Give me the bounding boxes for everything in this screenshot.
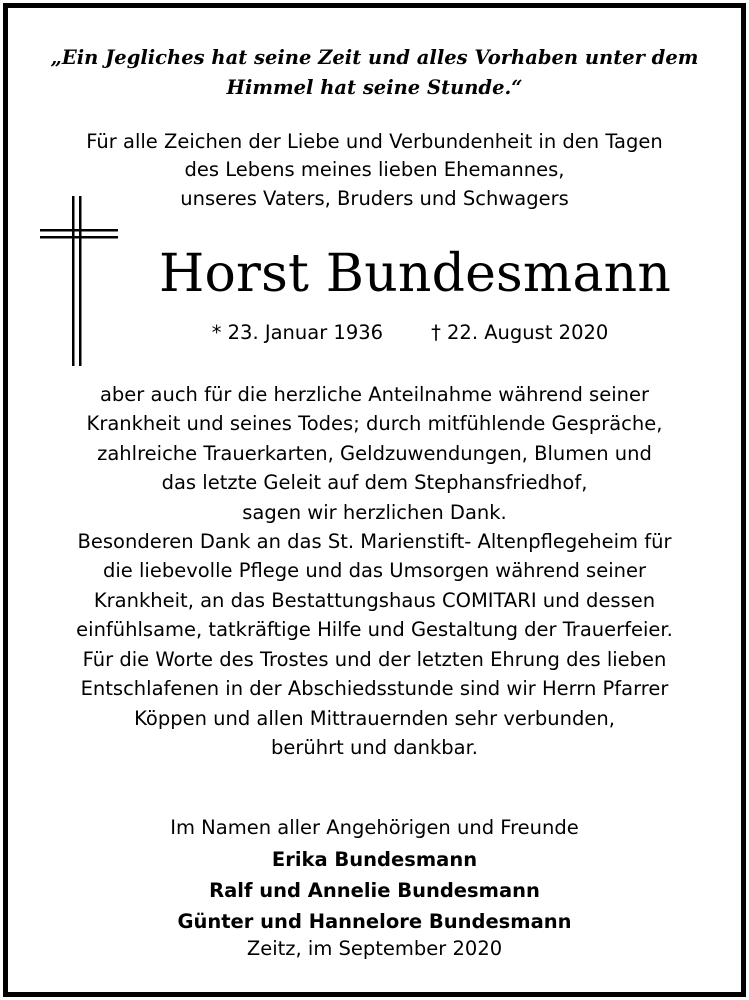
body-line-2: Krankheit und seines Todes; durch mitfühlende Gespräche,: [86, 412, 663, 435]
signature-name-1: Erika Bundesmann: [271, 848, 478, 871]
intro-line-2: des Lebens meines lieben Ehemannes,: [184, 158, 565, 181]
death-date: † 22. August 2020: [431, 321, 609, 344]
body-line-9: einfühlsame, tatkräftige Hilfe und Gestaltung der Trauerfeier.: [76, 618, 673, 641]
body-line-1: aber auch für die herzliche Anteilnahme während seiner: [99, 383, 650, 406]
signature-name-3: Günter und Hannelore Bundesmann: [177, 910, 572, 933]
intro-line-3: unseres Vaters, Bruders und Schwagers: [180, 187, 569, 210]
body-line-12: Köppen und allen Mittrauernden sehr verbunden,: [134, 707, 615, 730]
quote-line-2: Himmel hat seine Stunde.“: [226, 76, 523, 99]
body-line-3: zahlreiche Trauerkarten, Geldzuwendungen, Blumen und: [97, 442, 652, 465]
body-line-10: Für die Worte des Trostes und der letzten Ehrung des lieben: [82, 648, 667, 671]
quote-line-1: „Ein Jegliches hat seine Zeit und alles Vorhaben unter dem: [50, 46, 699, 69]
body-line-8: Krankheit, an das Bestattungshaus COMITARI und dessen: [93, 589, 656, 612]
intro-line-1: Für alle Zeichen der Liebe und Verbundenheit in den Tagen: [86, 130, 663, 153]
birth-date: * 23. Januar 1936: [211, 321, 384, 344]
body-line-11: Entschlafenen in der Abschiedsstunde sind wir Herrn Pfarrer: [80, 677, 669, 700]
deceased-name: Horst Bundesmann: [158, 244, 672, 304]
body-line-13: berührt und dankbar.: [271, 736, 478, 759]
body-line-7: die liebevolle Pflege und das Umsorgen während seiner: [103, 559, 646, 582]
body-line-4: das letzte Geleit auf dem Stephansfriedhof,: [161, 471, 588, 494]
body-line-5: sagen wir herzlichen Dank.: [242, 501, 507, 524]
place-date: Zeitz, im September 2020: [246, 937, 503, 960]
signature-name-2: Ralf und Annelie Bundesmann: [209, 879, 540, 902]
life-dates: [110, 320, 710, 346]
signature-intro: Im Namen aller Angehörigen und Freunde: [170, 816, 579, 839]
body-line-6: Besonderen Dank an das St. Marienstift- Altenpflegeheim für: [77, 530, 672, 553]
